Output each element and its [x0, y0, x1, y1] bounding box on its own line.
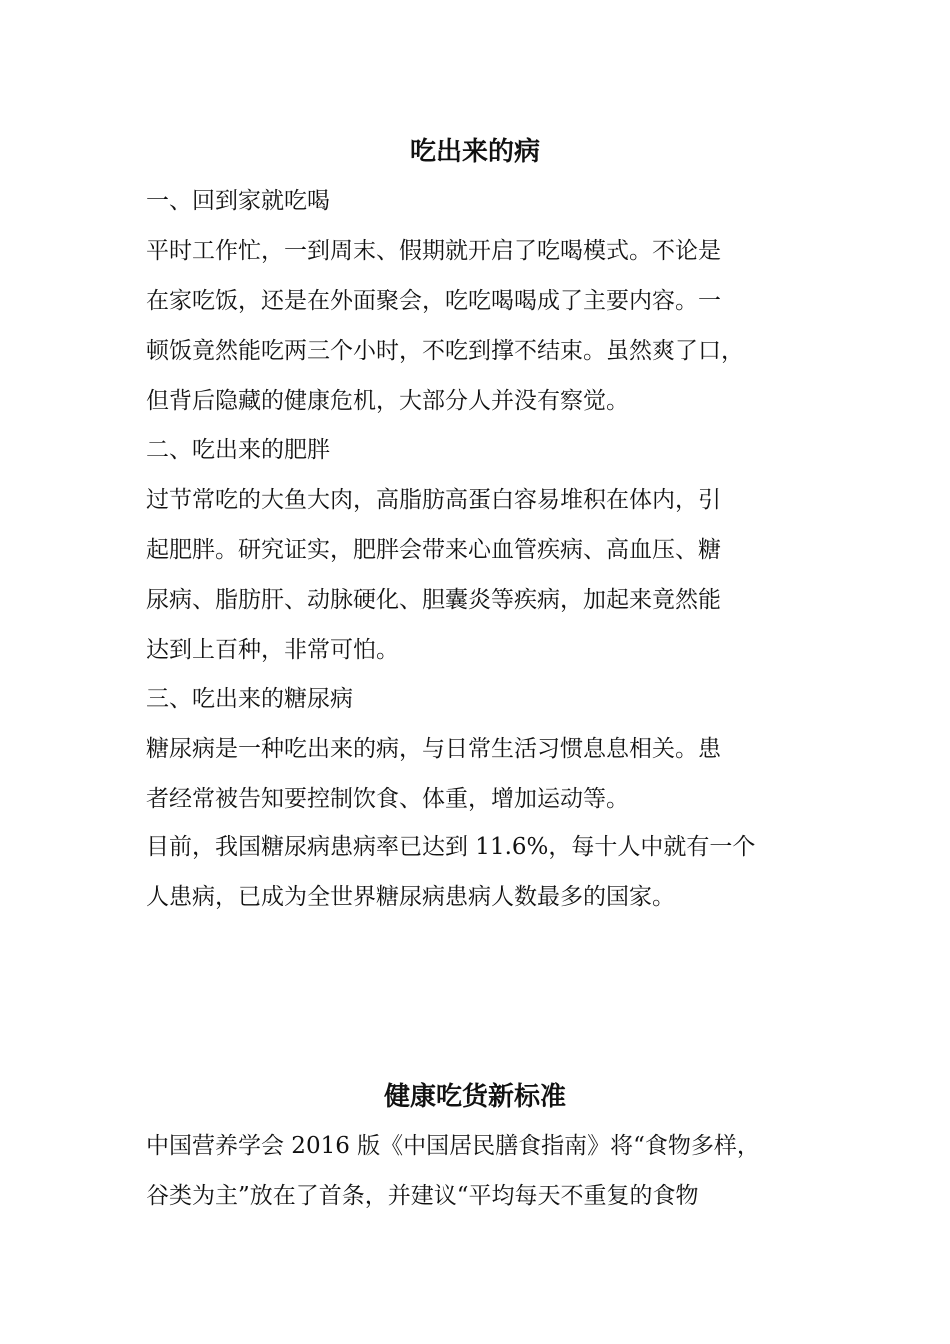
paragraph-line: 中国营养学会 2016 版《中国居民膳食指南》将“食物多样，: [146, 1133, 760, 1159]
paragraph-line: 者经常被告知要控制饮食、体重，增加运动等。: [146, 786, 629, 812]
paragraph-line: 过节常吃的大鱼大肉，高脂肪高蛋白容易堆积在体内，引: [146, 487, 721, 513]
paragraph-line: 糖尿病是一种吃出来的病，与日常生活习惯息息相关。患: [146, 736, 721, 762]
paragraph-line: 目前，我国糖尿病患病率已达到 11.6%，每十人中就有一个: [146, 834, 756, 860]
section-heading: 三、吃出来的糖尿病: [146, 686, 353, 712]
paragraph-line: 平时工作忙，一到周末、假期就开启了吃喝模式。不论是: [146, 238, 721, 264]
section-heading: 一、回到家就吃喝: [146, 188, 330, 214]
second-title: 健康吃货新标准: [383, 1082, 566, 1112]
section-heading: 二、吃出来的肥胖: [146, 437, 330, 463]
paragraph-line: 在家吃饭，还是在外面聚会，吃吃喝喝成了主要内容。一: [146, 288, 721, 314]
paragraph-line: 人患病，已成为全世界糖尿病患病人数最多的国家。: [146, 884, 675, 910]
paragraph-line: 顿饭竟然能吃两三个小时，不吃到撑不结束。虽然爽了口，: [146, 338, 744, 364]
paragraph-line: 尿病、脂肪肝、动脉硬化、胆囊炎等疾病，加起来竟然能: [146, 587, 721, 613]
paragraph-line: 起肥胖。研究证实，肥胖会带来心血管疾病、高血压、糖: [146, 537, 721, 563]
article-title: 吃出来的病: [409, 137, 540, 167]
paragraph-line: 达到上百种，非常可怕。: [146, 637, 399, 663]
paragraph-line: 谷类为主”放在了首条，并建议“平均每天不重复的食物: [146, 1183, 699, 1209]
paragraph-line: 但背后隐藏的健康危机，大部分人并没有察觉。: [146, 388, 629, 414]
